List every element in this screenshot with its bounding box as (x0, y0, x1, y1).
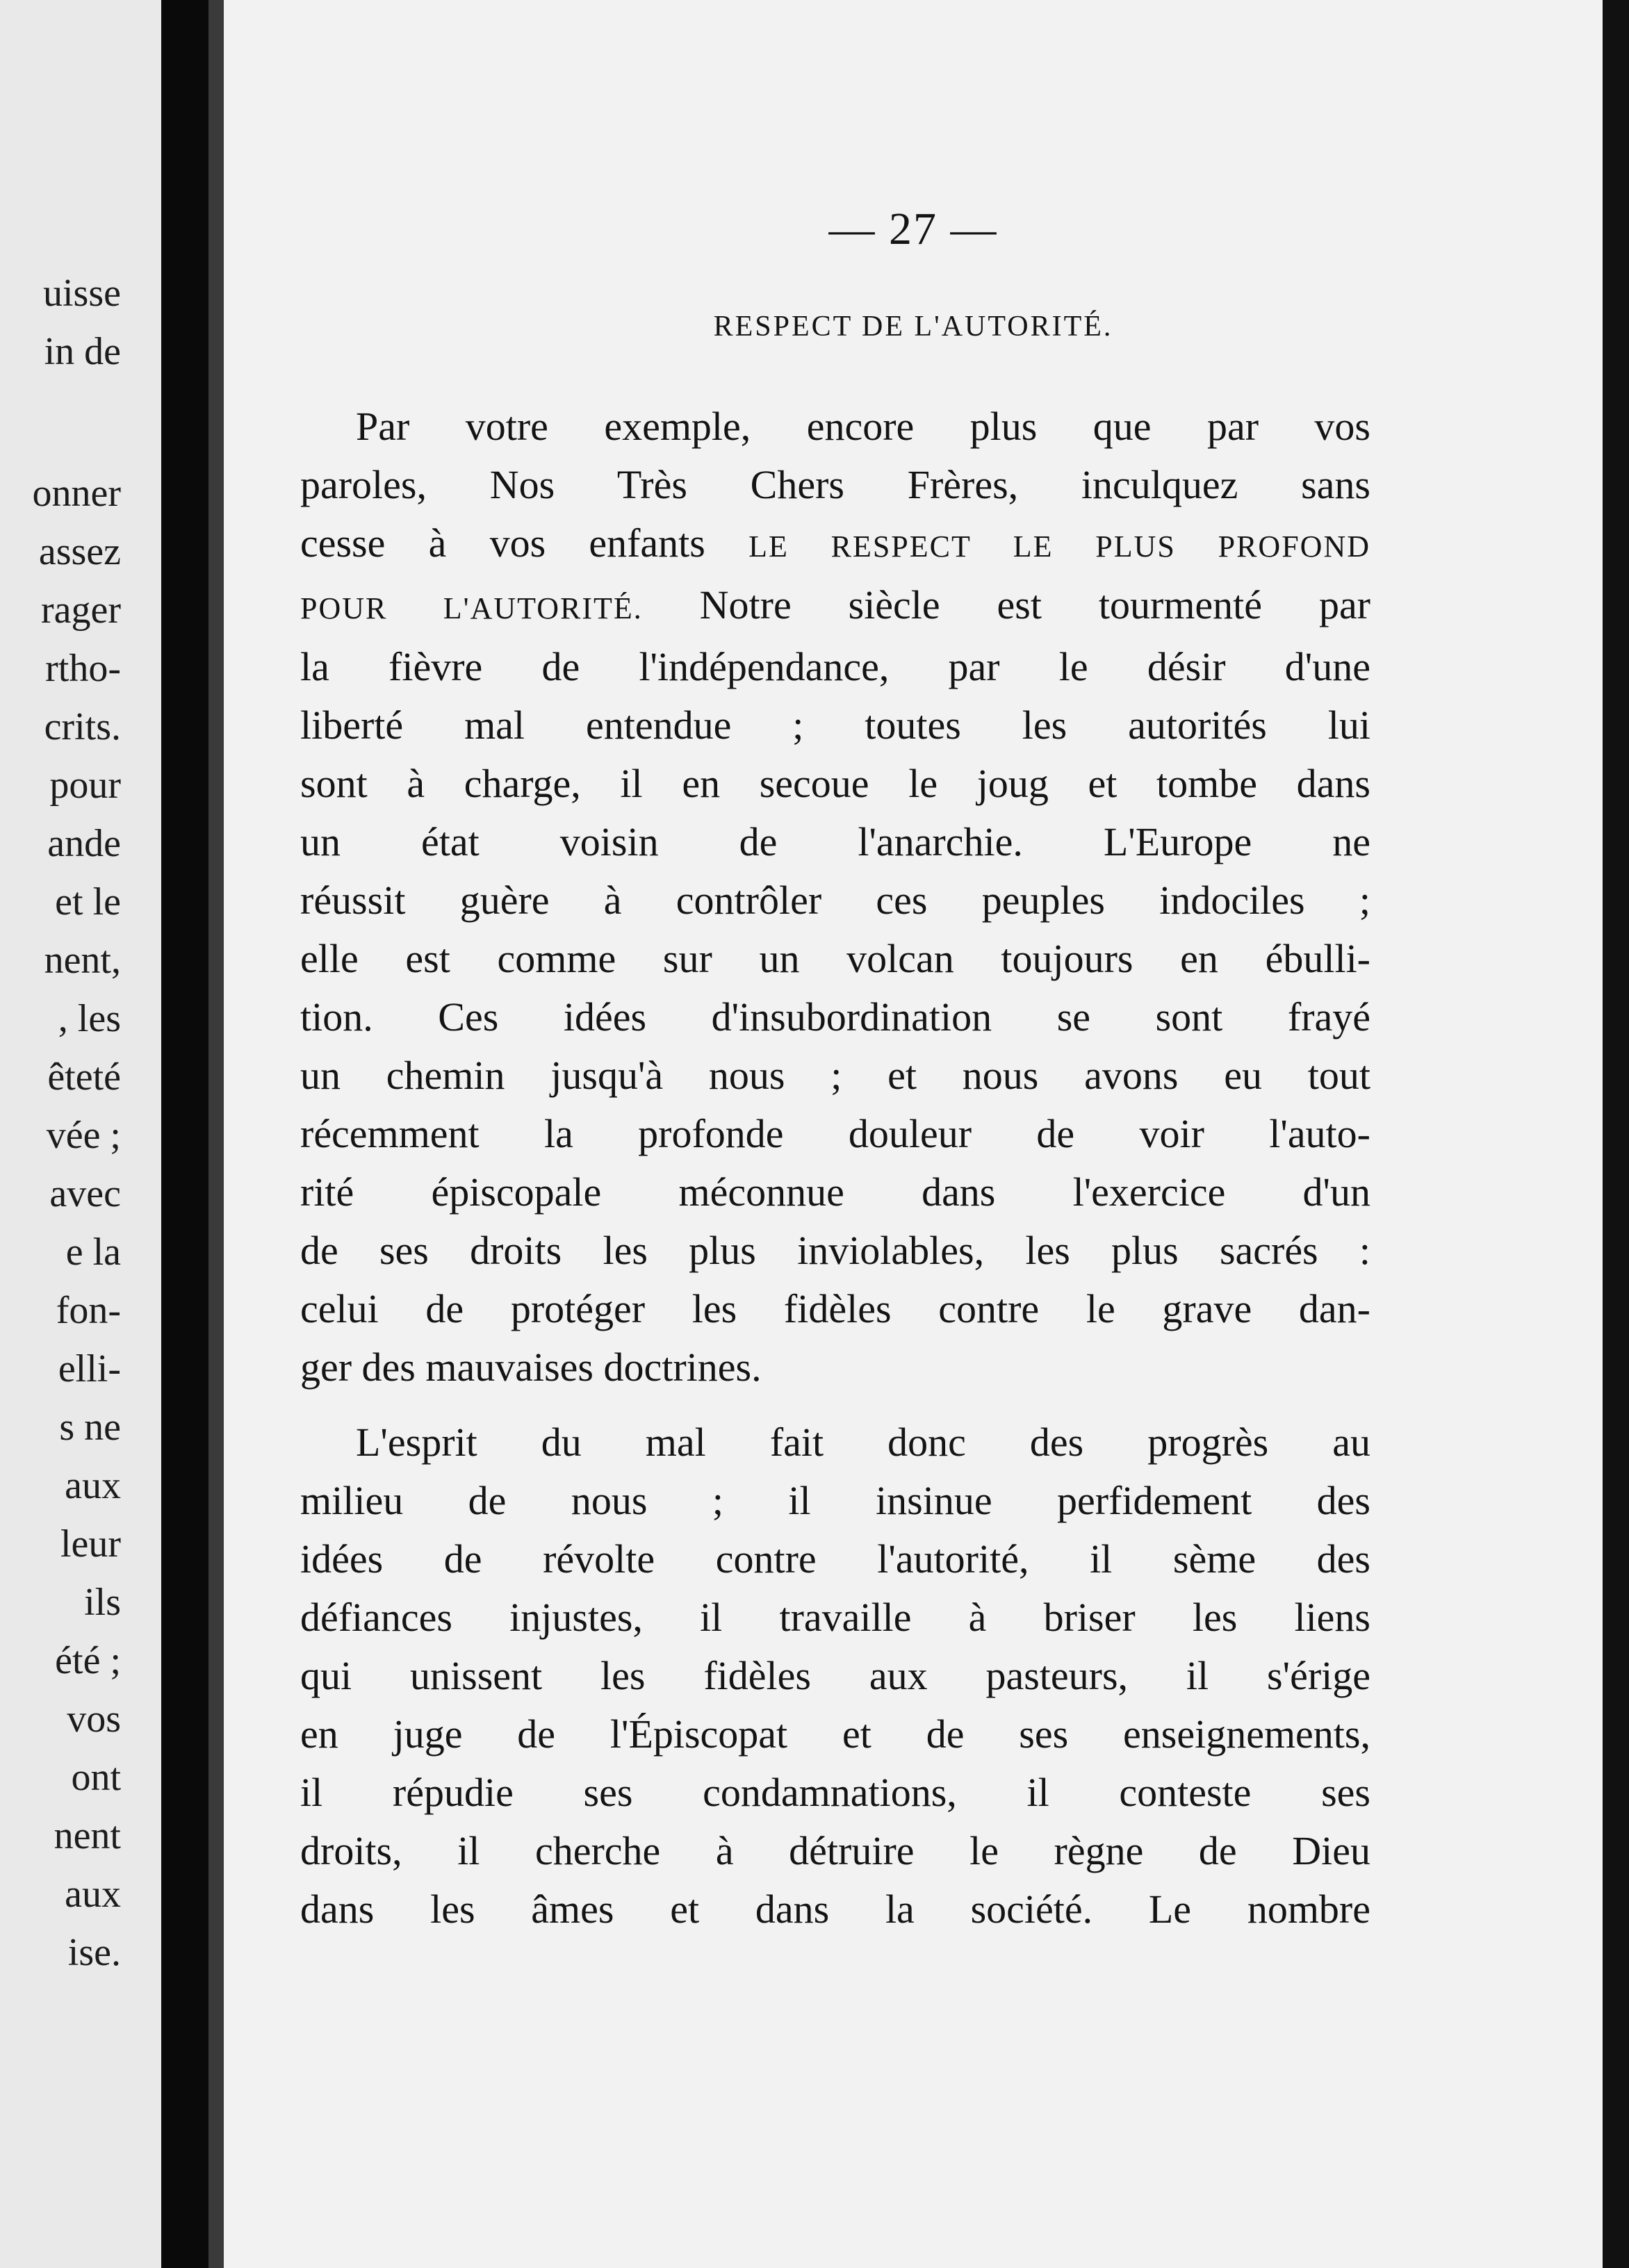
left-text-fragment: crits. (44, 705, 121, 748)
page-number: — 27 — (828, 204, 998, 254)
text-line: qui unissent les fidèles aux pasteurs, il s'érige (300, 1653, 1370, 1698)
left-text-fragment: ande (47, 822, 121, 865)
left-text-fragment: in de (44, 330, 121, 373)
text-line: réussit guère à contrôler ces peuples indociles ; (300, 878, 1370, 923)
small-caps-emphasis: LE RESPECT LE PLUS PROFOND (748, 529, 1370, 564)
left-text-fragment: ils (84, 1581, 121, 1624)
text-line: un état voisin de l'anarchie. L'Europe ne (300, 819, 1370, 864)
left-text-fragment: leur (60, 1522, 121, 1566)
section-heading: RESPECT DE L'AUTORITÉ. (713, 311, 1113, 343)
text-line: Par votre exemple, encore plus que par vos (356, 404, 1370, 449)
left-text-fragment: fon- (56, 1289, 121, 1332)
text-line: récemment la profonde douleur de voir l'auto- (300, 1111, 1370, 1156)
paragraph (300, 397, 1370, 1397)
page-edge-shadow (1603, 0, 1629, 2268)
left-text-fragment: elli- (58, 1347, 121, 1390)
text-line: celui de protéger les fidèles contre le grave dan- (300, 1286, 1370, 1331)
text-line: droits, il cherche à détruire le règne de Dieu (300, 1828, 1370, 1873)
text-line: liberté mal entendue ; toutes les autorités lui (300, 702, 1370, 748)
left-text-fragment: uisse (43, 272, 121, 315)
left-text-fragment: aux (65, 1464, 121, 1507)
left-text-fragment: nent, (44, 939, 121, 982)
text-line: dans les âmes et dans la société. Le nombre (300, 1887, 1370, 1932)
left-text-fragment: rager (40, 589, 121, 632)
text-line: en juge de l'Épiscopat et de ses enseignements, (300, 1711, 1370, 1757)
text-line: ger des mauvaises doctrines. (300, 1345, 762, 1390)
paragraph (300, 1413, 1370, 1939)
text-line: la fièvre de l'indépendance, par le désir d'une (300, 644, 1370, 689)
left-text-fragment: assez (38, 530, 121, 573)
text-line (300, 576, 1370, 638)
small-caps-emphasis: POUR L'AUTORITÉ. (300, 591, 643, 625)
left-page-fragment (0, 0, 161, 2268)
text-line: un chemin jusqu'à nous ; et nous avons eu tout (300, 1053, 1370, 1098)
left-text-fragment: été ; (55, 1639, 121, 1682)
text-line: sont à charge, il en secoue le joug et tombe dans (300, 761, 1370, 806)
text-line: de ses droits les plus inviolables, les plus sacrés : (300, 1228, 1370, 1273)
left-text-fragment: vée ; (46, 1114, 121, 1157)
book-page (224, 0, 1603, 2268)
left-text-fragment: pour (49, 764, 121, 807)
text-line: idées de révolte contre l'autorité, il sème des (300, 1536, 1370, 1581)
left-text-fragment: s ne (59, 1406, 121, 1449)
left-text-fragment: vos (67, 1698, 121, 1741)
left-text-fragment: ise. (67, 1931, 121, 1974)
left-text-fragment: , les (58, 997, 121, 1040)
text-line: il répudie ses condamnations, il conteste ses (300, 1770, 1370, 1815)
left-text-fragment: ont (71, 1756, 121, 1799)
left-text-fragment: e la (65, 1231, 121, 1274)
left-text-fragment: nent (54, 1814, 121, 1857)
left-text-fragment: aux (65, 1873, 121, 1916)
text-segment: cesse à vos enfants (300, 520, 705, 566)
left-text-fragment: rtho- (45, 647, 121, 690)
left-text-fragment: êteté (47, 1055, 121, 1099)
text-line: défiances injustes, il travaille à briser les liens (300, 1595, 1370, 1640)
text-line (300, 514, 1370, 576)
text-line: L'esprit du mal fait donc des progrès au (356, 1420, 1370, 1465)
text-line: rité épiscopale méconnue dans l'exercice d'un (300, 1169, 1370, 1215)
text-line: tion. Ces idées d'insubordination se sont frayé (300, 994, 1370, 1040)
text-line: elle est comme sur un volcan toujours en ébulli- (300, 936, 1370, 981)
left-text-fragment: et le (55, 880, 121, 923)
left-text-fragment: onner (32, 472, 121, 515)
text-line: paroles, Nos Très Chers Frères, inculquez sans (300, 462, 1370, 507)
spine-shadow (208, 0, 224, 2268)
text-line: milieu de nous ; il insinue perfidement des (300, 1478, 1370, 1523)
left-text-fragment: avec (49, 1172, 121, 1215)
text-segment: Notre siècle est tourmenté par (699, 582, 1370, 627)
